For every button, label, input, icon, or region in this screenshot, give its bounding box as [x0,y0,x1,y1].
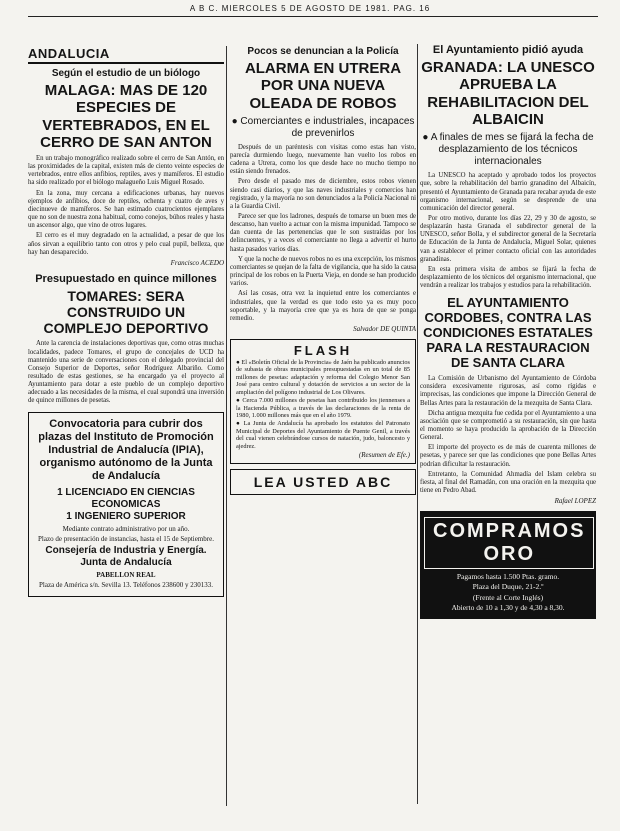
article-paragraph: La UNESCO ha aceptado y aprobado todos los proyectos que, sobre la rehabilitación del barrio granadino del Albaicín, presentó el Ayuntamiento de Granada para recabar ayuda de este organismo internacional, según se desprende de una comunicación del director general. [420,172,596,212]
article-headline: ALARMA EN UTRERA POR UNA NUEVA OLEADA DE ROBOS [244,60,402,112]
ad-position: 1 LICENCIADO EN CIENCIAS ECONOMICAS [57,486,195,510]
ad-line: Plaza del Duque, 21-2.º [472,582,544,592]
article-paragraph: El cerro es el muy degradado en la actualidad, a pesar de que los años sirvan a equilibrio tanto con otros y pelo cual pupil, belleza, que hay han desaparecido. [28,232,224,256]
article-paragraph: Dicha antigua mezquita fue cedida por el Ayuntamiento a una asociación que se comprometió a su restauración, sin que hasta el momento se haya producido la aprobación de la Dirección General. [420,409,596,442]
article-kicker: Presupuestado en quince millones [35,272,217,285]
article-paragraph: Así las cosas, otra vez la inquietud entre los comerciantes e industriales, que la verdad es que todo esto ya es muy poco soportable, y la mayoría cree que ya es hora de que se ponga remedio. [230,290,416,322]
article-paragraph: Por otro motivo, durante los días 22, 29 y 30 de agosto, se desplazarán hasta Granada el subdirector general de la UNESCO, señor Bolla, y el subdirector general de la Secretaría de Educación de la Junta de Andalucía, Miguel Solar, quienes van a establecer el primer contacto oficial con las autoridades granadinas. [420,214,596,263]
ad-text: Mediante contrato administrativo por un año. [62,524,190,533]
article-paragraph: La Comisión de Urbanismo del Ayuntamiento de Córdoba considera excesivamente rigurosas, así como rígidas e imprecisas, las condiciones que impone la Dirección General de Bellas Artes para la restauración de la mezquita de Santa Clara. [420,375,596,407]
ad-line: Pagamos hasta 1.500 Ptas. gramo. [456,572,560,582]
column-left [28,46,224,597]
flash-item: ● El «Boletín Oficial de la Provincia» de Jaén ha publicado anuncios de subasta de obras municipales presupuestadas en un total de 85 millones de pesetas: adaptación y reforma del Colegio Menor San José para centro cultural y dotación de servicios a un sector de la ampliación del polígono industrial de Los Olivares. [236,359,410,396]
ad-title: COMPRAMOS ORO [424,517,594,569]
article-paragraph: Pero desde el pasado mes de diciembre, estos robos vienen siendo casi diarios, y que las naves industriales y comercios han registrado, y la mayoría no son denunciados a la Policía Nacional ni a la Guardia Civil. [230,178,416,210]
ad-line: (Frente al Corte Inglés) [472,592,544,602]
ad-text: Plazo de presentación de instancias, hasta el 15 de Septiembre. [38,534,214,543]
article-signature: Salvador DE QUINTA [353,325,416,334]
article-paragraph: Y que la noche de nuevos robos no es una excepción, los mismos comerciantes se quejan de la falta de vigilancia, que ha sido la causa principal de los robos en la Puerta Vieja, en donde se han producido varios. [230,255,416,288]
header-rule [28,16,598,17]
article-signature: Francisco ACEDO [170,258,224,267]
gold-buy-ad [420,511,596,619]
column-divider [226,46,227,806]
flash-source: (Resumen de Efe.) [358,451,410,460]
article-paragraph: En un trabajo monográfico realizado sobre el cerro de San Antón, en las proximidades de la capital, existen más de ciento veinte especies de vertebrados, entre ellos anfibios, reptiles, aves y mamíferos. El estudio ha sido realizado por el biólogo malagueño Luis Miguel Rosado. [28,155,224,187]
ad-text: PABELLON REAL [96,570,156,579]
article-kicker: El Ayuntamiento pidió ayuda [432,44,584,56]
flash-item: ● Cerca 7.000 millones de pesetas han contribuido los jiennenses a la Hacienda Pública, a través de las declaraciones de la renta de 1980, 1.000 millones más que en el año 1979. [236,397,410,419]
article-paragraph: Después de un paréntesis con visitas como estas han visto, parecía durmiendo luego, nuevamente han vuelto los robos en cadena a Utrera, como los que desde hace no mucho tiempo no están siendo frenados. [230,143,416,176]
ad-address: Plaza de América s/n. Sevilla 13. Teléfonos 238600 y 230133. [39,580,213,589]
article-signature: Rafael LOPEZ [554,497,596,506]
article-headline: GRANADA: LA UNESCO APRUEBA LA REHABILITACION DEL ALBAICIN [421,59,595,128]
column-divider [417,44,418,804]
page-header: A B C. MIERCOLES 5 DE AGOSTO DE 1981. PAG. 16 [189,4,431,13]
column-middle [230,46,416,495]
flash-title: FLASH [293,343,353,359]
article-paragraph: En la zona, muy cercana a edificaciones urbanas, hay nuevos ejemplos de anfibios, doce de reptiles, ochenta y cuatro de aves y diecinueve de mamíferos. Se han estimado cuatrocientos ejemplares que no son de nuestra zona habitual, como conejos, búhos reales y hasta un ascensor algo, que vino de otros lugares. [28,189,224,230]
article-paragraph: En esta primera visita de ambos se fijará la fecha de desplazamiento de los técnicos del organismo internacional, que vendrán a realizar los trabajos y estudios para la rehabilitación. [420,265,596,290]
article-kicker: Según el estudio de un biólogo [51,68,201,79]
ad-line: Abierto de 10 a 1,30 y de 4,30 a 8,30. [451,602,565,612]
ad-organization: Consejería de Industria y Energía. Junta de Andalucía [45,544,207,568]
lea-abc-banner: LEA USTED ABC [230,469,416,495]
ad-position: 1 INGENIERO SUPERIOR [66,510,186,522]
column-right [420,44,596,619]
job-ad-box [28,412,224,597]
article-subhead: ● Comerciantes e industriales, incapaces de prevenirlos [231,115,415,139]
ad-heading: Convocatoria para cubrir dos plazas del Instituto de Promoción Industrial de Andalucía (IPIA), organismo autónomo de la Junta de Andalucía [38,417,214,483]
flash-box [230,339,416,464]
article-subhead: ● A finales de mes se fijará la fecha de desplazamiento de los técnicos internacionales [422,132,594,168]
article-paragraph: El importe del proyecto es de más de cuarenta millones de pesetas, y parece ser que las condiciones que pone Bellas Artes podrían dificultar la restauración. [420,444,596,468]
article-headline: MALAGA: MAS DE 120 ESPECIES DE VERTEBRADOS, EN EL CERRO DE SAN ANTON [40,82,212,151]
article-headline: EL AYUNTAMIENTO CORDOBES, CONTRA LAS CONDICIONES ESTATALES PARA LA RESTAURACION DE SANTA CLARA [423,295,593,371]
section-title: ANDALUCIA [28,46,224,64]
article-paragraph: Ante la carencia de instalaciones deportivas que, como otras muchas localidades, padece Tomares, el grupo de concejales de UCD ha mantenido una serie de conversaciones con el delegado provincial del Consejo Superior de Deportes, señor Rodríguez Albariño. Como resultado de estas gestiones, se ha encargado ya el proyecto al Ayuntamiento para dotar a este pueblo de un complejo deportivo adecuado a las necesidades de la misma, el cual supondrá una inversión de quince millones de pesetas. [28,340,224,405]
article-headline: TOMARES: SERA CONSTRUIDO UN COMPLEJO DEPORTIVO [43,288,209,337]
article-kicker: Pocos se denuncian a la Policía [247,46,399,57]
flash-item: ● La Junta de Andalucía ha aprobado los estatutos del Patronato Municipal de Deportes del Ayuntamiento de Puente Genil, a través del cual vienen celebrándose cursos de natación, judo, baloncesto y ajedrez. [236,420,410,450]
article-paragraph: Parece ser que los ladrones, después de tomarse un buen mes de descanso, han vuelto a actuar con la misma impunidad. Tampoco se dan cuenta de las pertenencias que le son sustraídas por los delincuentes, y a veces el comerciante no llega a advertir el hurto hasta pasados varios días. [230,213,416,253]
article-paragraph: Entretanto, la Comunidad Ahmadía del Islam celebra su fiesta, al final del Ramadán, con una oración en la mezquita que tiene en Pedro Abad. [420,470,596,495]
